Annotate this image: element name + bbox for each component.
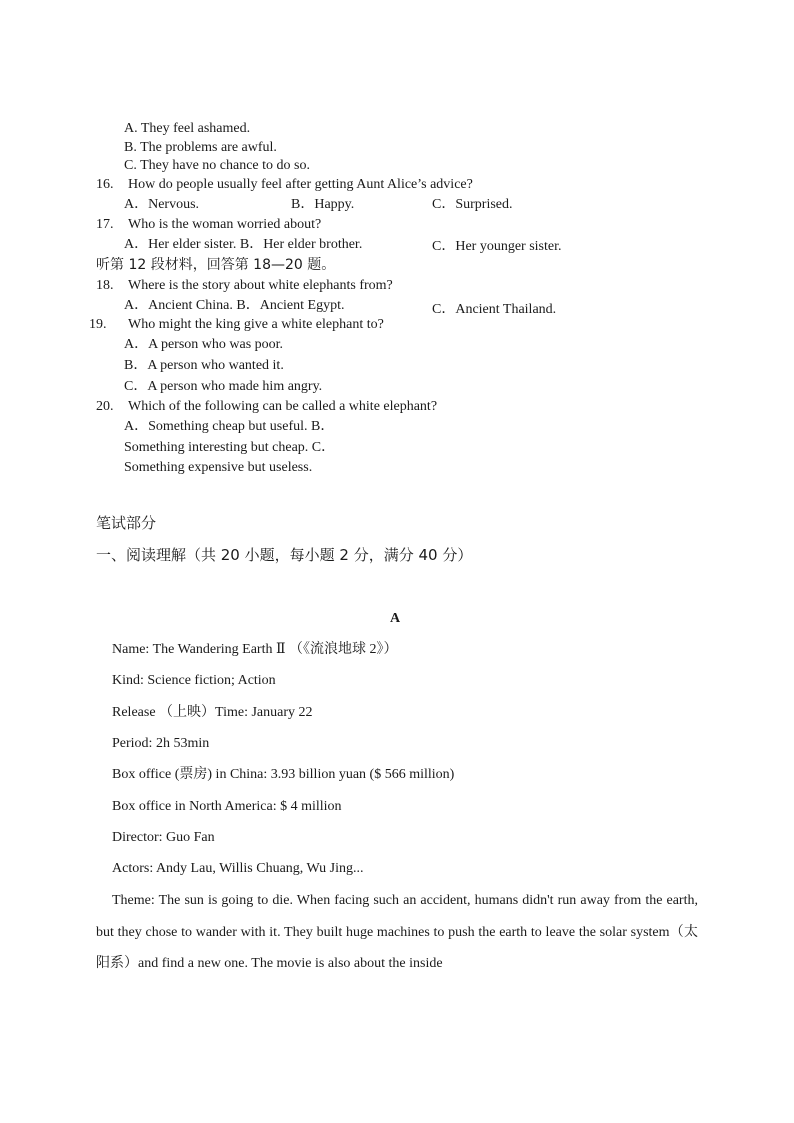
movie-name: Name: The Wandering Earth Ⅱ （《流浪地球 2》） xyxy=(112,642,398,657)
movie-box-office-china: Box office (票房) in China: 3.93 billion yuan ($ 566 million) xyxy=(112,767,455,782)
q15-option-a: A. They feel ashamed. xyxy=(124,121,251,136)
q20-options-line1: A．Something cheap but useful. B． xyxy=(124,419,335,434)
q18-question: Where is the story about white elephants from? xyxy=(128,278,393,293)
q17-question: Who is the woman worried about? xyxy=(128,217,322,232)
passage-label: A xyxy=(390,611,401,626)
q20-number: 20. xyxy=(96,399,114,414)
q16-question: How do people usually feel after getting Aunt Alice’s advice? xyxy=(128,177,473,192)
q19-question: Who might the king give a white elephant to? xyxy=(128,317,384,332)
written-section-title: 笔试部分 xyxy=(96,514,157,532)
q19-option-a: A．A person who was poor. xyxy=(124,337,284,352)
q16-option-c: C．Surprised. xyxy=(432,197,513,212)
movie-director: Director: Guo Fan xyxy=(112,830,215,845)
movie-kind: Kind: Science fiction; Action xyxy=(112,673,276,688)
q18-options-ab: A．Ancient China. B．Ancient Egypt. xyxy=(124,298,345,313)
section12-instruction: 听第 12 段材料，回答第 18—20 题。 xyxy=(96,257,336,273)
q20-question: Which of the following can be called a white elephant? xyxy=(128,399,438,414)
movie-period: Period: 2h 53min xyxy=(112,736,210,751)
q16-option-b: B．Happy. xyxy=(291,197,355,212)
movie-theme-paragraph: Theme: The sun is going to die. When facing such an accident, humans didn't run away from the earth, but they chose to wander with it. They built huge machines to push the earth to leave the solar system（太阳系）and find a new one. The movie is also about the inside xyxy=(96,893,698,971)
movie-box-office-north-america: Box office in North America: $ 4 million xyxy=(112,799,342,814)
q17-option-c: C．Her younger sister. xyxy=(432,239,562,254)
q15-option-c: C. They have no chance to do so. xyxy=(124,158,310,173)
q16-number: 16. xyxy=(96,177,114,192)
movie-actors: Actors: Andy Lau, Willis Chuang, Wu Jing... xyxy=(112,861,364,876)
q18-number: 18. xyxy=(96,278,114,293)
reading-part-title: 一、阅读理解（共 20 小题，每小题 2 分，满分 40 分） xyxy=(96,546,473,564)
q15-option-b: B. The problems are awful. xyxy=(124,140,277,155)
movie-release: Release （上映）Time: January 22 xyxy=(112,705,313,720)
q19-number: 19. xyxy=(89,317,107,332)
q18-option-c: C．Ancient Thailand. xyxy=(432,302,557,317)
q17-options-ab: A．Her elder sister. B．Her elder brother. xyxy=(124,237,363,252)
q19-option-c: C．A person who made him angry. xyxy=(124,379,323,394)
q17-number: 17. xyxy=(96,217,114,232)
q20-options-line2: Something interesting but cheap. C． xyxy=(124,440,336,455)
q19-option-b: B．A person who wanted it. xyxy=(124,358,284,373)
q16-option-a: A．Nervous. xyxy=(124,197,200,212)
q20-options-line3: Something expensive but useless. xyxy=(124,460,313,475)
